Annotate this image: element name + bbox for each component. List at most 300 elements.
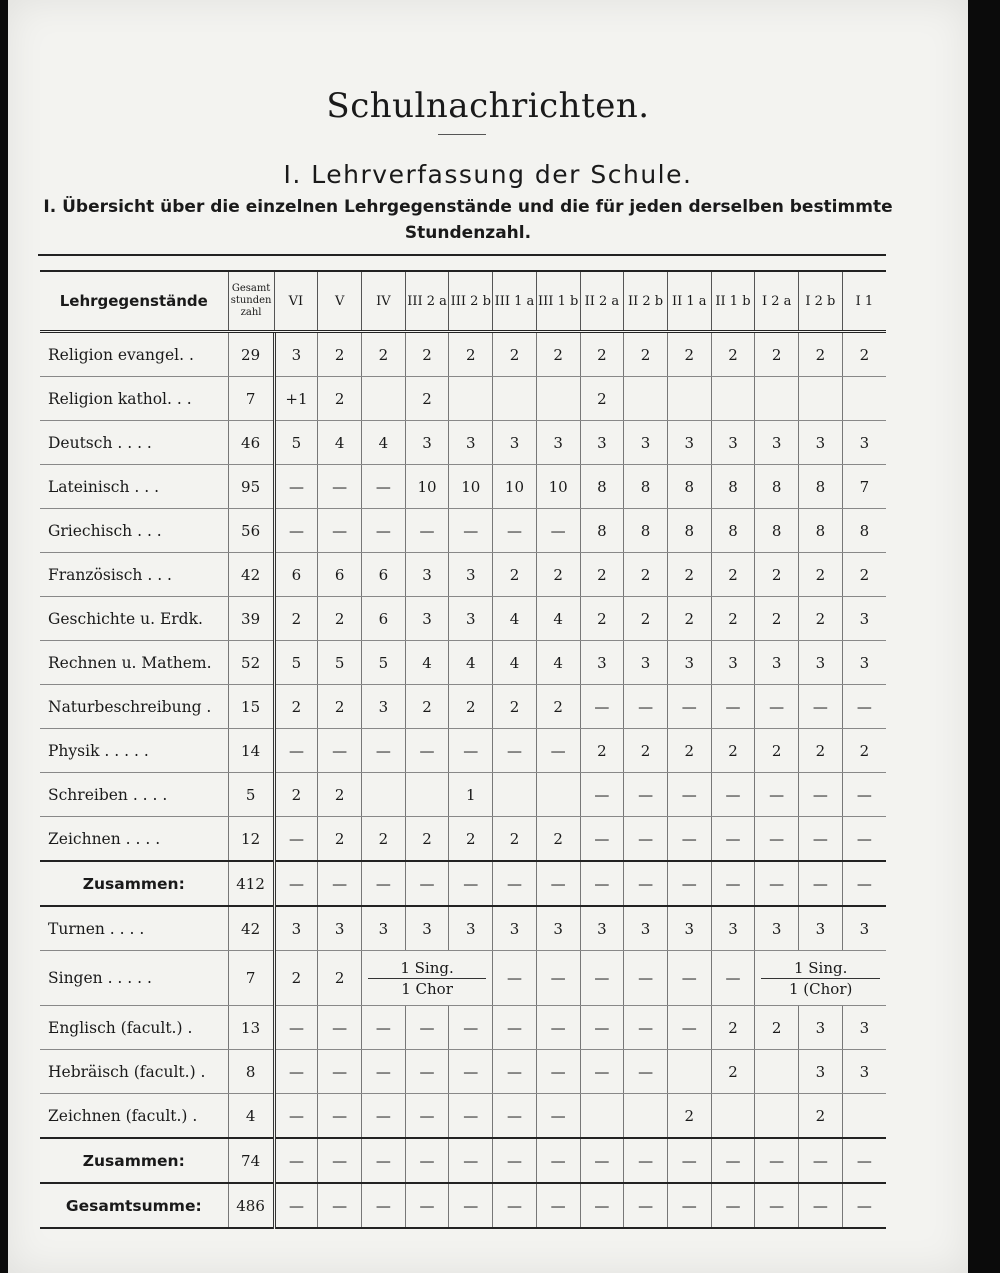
hours-cell: — xyxy=(274,729,318,773)
hours-cell: 4 xyxy=(536,597,580,641)
hours-cell xyxy=(362,951,493,1006)
hours-cell: 2 xyxy=(493,817,537,862)
hours-cell: 3 xyxy=(580,421,624,465)
hours-cell: 8 xyxy=(711,465,755,509)
total-hours-cell: 13 xyxy=(228,1006,274,1050)
hours-cell: 2 xyxy=(799,729,843,773)
table-cell: — xyxy=(799,1183,843,1228)
table-cell: — xyxy=(755,861,799,906)
hours-cell: 2 xyxy=(274,597,318,641)
hours-cell: 3 xyxy=(755,906,799,951)
hours-cell: — xyxy=(624,773,668,817)
hours-cell: 3 xyxy=(274,906,318,951)
class-column-header: III 1 b xyxy=(536,271,580,332)
hours-cell xyxy=(493,377,537,421)
subject-cell: Physik . . . . . xyxy=(40,729,228,773)
hours-cell: — xyxy=(667,773,711,817)
table-cell: — xyxy=(362,861,406,906)
class-column-header: II 2 a xyxy=(580,271,624,332)
hours-cell: 2 xyxy=(755,553,799,597)
subject-cell: Griechisch . . . xyxy=(40,509,228,553)
hours-cell: — xyxy=(362,1050,406,1094)
hours-cell: — xyxy=(318,729,362,773)
table-cell: — xyxy=(318,861,362,906)
table-cell: — xyxy=(274,1183,318,1228)
hours-cell xyxy=(405,773,449,817)
hours-cell: 3 xyxy=(842,1050,886,1094)
title-divider xyxy=(438,134,486,135)
hours-cell: — xyxy=(449,729,493,773)
hours-cell: 2 xyxy=(624,597,668,641)
hours-cell: 2 xyxy=(755,1006,799,1050)
table-cell: — xyxy=(318,1183,362,1228)
total-hours-cell: 52 xyxy=(228,641,274,685)
hours-cell: 3 xyxy=(799,421,843,465)
table-row xyxy=(40,685,886,729)
table-cell: — xyxy=(536,861,580,906)
hours-cell: 2 xyxy=(318,685,362,729)
hours-cell: 10 xyxy=(536,465,580,509)
table-cell: — xyxy=(711,1138,755,1183)
grand-total-value: 486 xyxy=(228,1183,274,1228)
hours-cell: — xyxy=(667,1006,711,1050)
hours-cell: — xyxy=(580,1006,624,1050)
table-cell: — xyxy=(580,1183,624,1228)
subtotal-label: Zusammen: xyxy=(40,861,228,906)
hours-cell: 7 xyxy=(842,465,886,509)
hours-cell: 8 xyxy=(624,465,668,509)
table-cell: — xyxy=(624,1138,668,1183)
subtotal-value: 412 xyxy=(228,861,274,906)
hours-cell: 3 xyxy=(842,597,886,641)
hours-cell: — xyxy=(493,729,537,773)
hours-cell: 2 xyxy=(667,332,711,377)
total-hours-cell: 95 xyxy=(228,465,274,509)
hours-cell xyxy=(667,1050,711,1094)
table-cell: — xyxy=(842,1183,886,1228)
hours-cell: 5 xyxy=(274,641,318,685)
hours-cell: 10 xyxy=(405,465,449,509)
hours-cell: 8 xyxy=(667,509,711,553)
hours-cell: — xyxy=(318,1050,362,1094)
hours-cell: 8 xyxy=(842,509,886,553)
table-cell: — xyxy=(493,1183,537,1228)
table-row xyxy=(40,951,886,1006)
sum-body-1 xyxy=(40,861,886,906)
hours-cell: 8 xyxy=(667,465,711,509)
subtotal-value: 74 xyxy=(228,1138,274,1183)
table-cell: — xyxy=(449,1183,493,1228)
table-cell: — xyxy=(755,1138,799,1183)
hours-cell: 5 xyxy=(318,641,362,685)
hours-cell: — xyxy=(799,685,843,729)
hours-cell: 3 xyxy=(274,332,318,377)
compulsory-subjects-body xyxy=(40,332,886,862)
hours-cell: — xyxy=(493,1050,537,1094)
subtotal-row xyxy=(40,861,886,906)
table-cell: — xyxy=(667,861,711,906)
hours-cell: 2 xyxy=(580,597,624,641)
hours-cell: — xyxy=(449,509,493,553)
class-column-header: III 2 a xyxy=(405,271,449,332)
table-cell: — xyxy=(493,861,537,906)
hours-cell: — xyxy=(624,817,668,862)
hours-cell: 4 xyxy=(362,421,406,465)
hours-cell: 3 xyxy=(536,906,580,951)
hours-cell: — xyxy=(493,1006,537,1050)
hours-cell: 2 xyxy=(755,597,799,641)
hours-cell: 3 xyxy=(493,906,537,951)
hours-cell: — xyxy=(405,1094,449,1139)
table-cell: — xyxy=(580,1138,624,1183)
table-cell: — xyxy=(449,1138,493,1183)
hours-cell: 2 xyxy=(274,951,318,1006)
hours-cell: — xyxy=(493,1094,537,1139)
choir-entry: 1 Chor xyxy=(401,979,453,998)
hours-cell: 3 xyxy=(493,421,537,465)
table-row xyxy=(40,641,886,685)
table-cell: — xyxy=(405,1183,449,1228)
table-cell: — xyxy=(624,861,668,906)
hours-cell: 2 xyxy=(318,377,362,421)
hours-cell xyxy=(362,773,406,817)
hours-cell: 2 xyxy=(711,729,755,773)
singing-entry: 1 Sing. xyxy=(368,958,486,979)
subject-cell: Lateinisch . . . xyxy=(40,465,228,509)
hours-cell: 2 xyxy=(624,332,668,377)
hours-cell: — xyxy=(362,509,406,553)
hours-cell: — xyxy=(624,951,668,1006)
hours-cell xyxy=(536,377,580,421)
choir-entry: 1 (Chor) xyxy=(788,979,853,998)
hours-cell: — xyxy=(493,509,537,553)
page-title: Schulnachrichten. xyxy=(326,86,650,126)
hours-cell: — xyxy=(711,773,755,817)
hours-cell: 2 xyxy=(405,332,449,377)
hours-cell: 3 xyxy=(449,597,493,641)
table-cell: — xyxy=(318,1138,362,1183)
hours-cell: 2 xyxy=(842,553,886,597)
hours-cell: 3 xyxy=(842,421,886,465)
hours-cell xyxy=(624,377,668,421)
hours-cell: 1 xyxy=(449,773,493,817)
hours-cell: 3 xyxy=(755,421,799,465)
subtotal-label: Zusammen: xyxy=(40,1138,228,1183)
hours-cell: 2 xyxy=(536,685,580,729)
table-row xyxy=(40,421,886,465)
table-header-row xyxy=(40,271,886,332)
hours-cell: — xyxy=(799,817,843,862)
hours-cell xyxy=(493,773,537,817)
hours-cell: 3 xyxy=(405,421,449,465)
singing-entry: 1 Sing. xyxy=(761,958,880,979)
hours-cell: — xyxy=(755,817,799,862)
lesson-table-wrapper xyxy=(40,270,900,1229)
hours-cell: — xyxy=(580,1050,624,1094)
class-column-header: V xyxy=(318,271,362,332)
hours-cell: 2 xyxy=(624,729,668,773)
hours-cell: 6 xyxy=(318,553,362,597)
hours-cell: 2 xyxy=(799,332,843,377)
subject-cell: Turnen . . . . xyxy=(40,906,228,951)
table-cell: — xyxy=(580,861,624,906)
hours-cell: 2 xyxy=(842,332,886,377)
total-hours-cell: 29 xyxy=(228,332,274,377)
hours-cell: — xyxy=(274,1006,318,1050)
hours-cell xyxy=(755,377,799,421)
hours-cell: 8 xyxy=(580,465,624,509)
table-row xyxy=(40,773,886,817)
hours-cell: 3 xyxy=(799,906,843,951)
hours-cell xyxy=(449,377,493,421)
hours-cell: — xyxy=(536,509,580,553)
hours-cell: — xyxy=(362,729,406,773)
hours-cell: 2 xyxy=(580,729,624,773)
hours-cell xyxy=(755,1050,799,1094)
hours-cell xyxy=(842,377,886,421)
hours-cell: 2 xyxy=(318,817,362,862)
hours-cell: — xyxy=(624,1006,668,1050)
hours-cell: — xyxy=(755,773,799,817)
hours-cell: — xyxy=(362,465,406,509)
hours-cell: 3 xyxy=(799,1006,843,1050)
hours-cell: — xyxy=(667,685,711,729)
total-hours-cell: 5 xyxy=(228,773,274,817)
hours-cell: 2 xyxy=(493,553,537,597)
class-column-header: III 1 a xyxy=(493,271,537,332)
hours-cell: 3 xyxy=(799,1050,843,1094)
hours-cell: 2 xyxy=(799,553,843,597)
hours-cell: — xyxy=(493,951,537,1006)
subject-cell: Geschichte u. Erdk. xyxy=(40,597,228,641)
hours-cell: — xyxy=(318,509,362,553)
hours-cell: 4 xyxy=(536,641,580,685)
hours-cell: 5 xyxy=(274,421,318,465)
hours-cell: 3 xyxy=(667,906,711,951)
hours-cell xyxy=(580,1094,624,1139)
subject-cell: Hebräisch (facult.) . xyxy=(40,1050,228,1094)
sum-body-2 xyxy=(40,1138,886,1228)
hours-cell: — xyxy=(580,685,624,729)
subject-cell: Religion kathol. . . xyxy=(40,377,228,421)
class-column-header: IV xyxy=(362,271,406,332)
hours-cell: 3 xyxy=(842,641,886,685)
hours-cell: 8 xyxy=(624,509,668,553)
total-hours-cell: 12 xyxy=(228,817,274,862)
hours-cell: 8 xyxy=(799,465,843,509)
hours-cell: 2 xyxy=(362,332,406,377)
hours-cell: 2 xyxy=(274,773,318,817)
hours-cell: 3 xyxy=(842,906,886,951)
total-hours-cell: 8 xyxy=(228,1050,274,1094)
hours-cell: 3 xyxy=(405,553,449,597)
hours-cell: 5 xyxy=(362,641,406,685)
hours-cell: 3 xyxy=(667,421,711,465)
hours-cell: — xyxy=(449,1094,493,1139)
hours-cell xyxy=(624,1094,668,1139)
table-cell: — xyxy=(362,1183,406,1228)
total-hours-cell: 56 xyxy=(228,509,274,553)
hours-cell: 2 xyxy=(493,332,537,377)
hours-cell xyxy=(536,773,580,817)
total-hours-cell: 4 xyxy=(228,1094,274,1139)
table-cell: — xyxy=(624,1183,668,1228)
subject-cell: Zeichnen (facult.) . xyxy=(40,1094,228,1139)
grand-total-row xyxy=(40,1183,886,1228)
total-hours-cell: 14 xyxy=(228,729,274,773)
table-row xyxy=(40,817,886,862)
table-row xyxy=(40,553,886,597)
hours-cell: — xyxy=(274,817,318,862)
hours-cell: 2 xyxy=(711,332,755,377)
hours-cell: 3 xyxy=(449,553,493,597)
subject-cell: Schreiben . . . . xyxy=(40,773,228,817)
class-column-header: II 2 b xyxy=(624,271,668,332)
hours-cell: — xyxy=(536,1094,580,1139)
heading-rule xyxy=(38,254,886,256)
hours-cell: — xyxy=(580,817,624,862)
hours-cell: 3 xyxy=(711,641,755,685)
hours-cell: 3 xyxy=(318,906,362,951)
table-cell: — xyxy=(536,1183,580,1228)
hours-cell: 2 xyxy=(318,773,362,817)
hours-cell: — xyxy=(842,817,886,862)
hours-cell: 2 xyxy=(274,685,318,729)
hours-cell xyxy=(799,377,843,421)
table-cell: — xyxy=(667,1138,711,1183)
hours-cell: — xyxy=(536,951,580,1006)
hours-cell xyxy=(362,377,406,421)
table-cell: — xyxy=(274,861,318,906)
table-row xyxy=(40,465,886,509)
hours-cell: 2 xyxy=(711,1050,755,1094)
hours-cell: 2 xyxy=(755,332,799,377)
hours-cell: 3 xyxy=(799,641,843,685)
hours-cell: 3 xyxy=(580,641,624,685)
hours-cell: 3 xyxy=(405,906,449,951)
table-cell: — xyxy=(799,1138,843,1183)
hours-cell: 2 xyxy=(842,729,886,773)
hours-cell: — xyxy=(536,1050,580,1094)
hours-cell: — xyxy=(580,951,624,1006)
table-cell: — xyxy=(405,861,449,906)
hours-cell: — xyxy=(449,1006,493,1050)
hours-cell: 4 xyxy=(449,641,493,685)
hours-cell: 3 xyxy=(711,421,755,465)
hours-cell: — xyxy=(318,1006,362,1050)
hours-cell: 3 xyxy=(755,641,799,685)
hours-cell: 2 xyxy=(667,1094,711,1139)
class-column-header: II 1 b xyxy=(711,271,755,332)
document-page xyxy=(8,0,968,1273)
hours-cell: 2 xyxy=(667,597,711,641)
table-row xyxy=(40,1050,886,1094)
table-cell: — xyxy=(274,1138,318,1183)
hours-cell: 3 xyxy=(624,421,668,465)
hours-cell: — xyxy=(274,465,318,509)
hours-cell: — xyxy=(405,729,449,773)
table-row xyxy=(40,729,886,773)
hours-cell: — xyxy=(362,1094,406,1139)
hours-cell: 2 xyxy=(449,332,493,377)
hours-cell: 2 xyxy=(580,377,624,421)
hours-cell: 10 xyxy=(449,465,493,509)
hours-cell: 3 xyxy=(362,685,406,729)
subject-cell: Naturbeschreibung . xyxy=(40,685,228,729)
section-title: I. Lehrverfassung der Schule. xyxy=(283,160,693,189)
total-hours-cell: 39 xyxy=(228,597,274,641)
hours-cell: — xyxy=(842,773,886,817)
hours-cell: 2 xyxy=(405,377,449,421)
subtotal-row xyxy=(40,1138,886,1183)
hours-cell: 2 xyxy=(711,1006,755,1050)
hours-cell: 2 xyxy=(536,817,580,862)
table-heading: I. Übersicht über die einzelnen Lehrgegenstände und die für jeden derselben bestimmte Stundenzahl. xyxy=(43,197,893,243)
hours-cell: 2 xyxy=(799,597,843,641)
hours-cell: 8 xyxy=(755,509,799,553)
table-row xyxy=(40,597,886,641)
hours-cell: — xyxy=(274,1050,318,1094)
subject-cell: Deutsch . . . . xyxy=(40,421,228,465)
hours-cell: 3 xyxy=(536,421,580,465)
table-cell: — xyxy=(667,1183,711,1228)
hours-cell: — xyxy=(624,685,668,729)
table-row xyxy=(40,1094,886,1139)
total-hours-cell: 7 xyxy=(228,377,274,421)
hours-cell: — xyxy=(362,1006,406,1050)
subject-column-header: Lehrgegenstände xyxy=(40,271,228,332)
hours-cell: 4 xyxy=(318,421,362,465)
hours-cell: 2 xyxy=(318,332,362,377)
hours-cell: 2 xyxy=(362,817,406,862)
hours-cell: 2 xyxy=(405,817,449,862)
hours-cell: 6 xyxy=(362,597,406,641)
table-cell: — xyxy=(842,861,886,906)
hours-cell: 2 xyxy=(536,332,580,377)
hours-cell xyxy=(755,1094,799,1139)
hours-cell: 3 xyxy=(405,597,449,641)
hours-cell: 2 xyxy=(711,597,755,641)
table-cell: — xyxy=(755,1183,799,1228)
hours-cell: — xyxy=(842,685,886,729)
table-cell: — xyxy=(362,1138,406,1183)
hours-cell: 6 xyxy=(362,553,406,597)
hours-cell: 8 xyxy=(580,509,624,553)
hours-cell: 10 xyxy=(493,465,537,509)
hours-cell: 4 xyxy=(493,641,537,685)
hours-cell: 2 xyxy=(667,553,711,597)
hours-cell: 2 xyxy=(755,729,799,773)
optional-subjects-body xyxy=(40,906,886,1138)
hours-cell: 3 xyxy=(624,906,668,951)
hours-cell: 2 xyxy=(449,685,493,729)
hours-cell: 3 xyxy=(362,906,406,951)
hours-cell: 2 xyxy=(580,332,624,377)
hours-cell: — xyxy=(449,1050,493,1094)
hours-cell: 3 xyxy=(449,421,493,465)
table-row xyxy=(40,509,886,553)
hours-cell: 3 xyxy=(711,906,755,951)
hours-cell: 8 xyxy=(711,509,755,553)
hours-cell: — xyxy=(274,509,318,553)
hours-cell: — xyxy=(318,1094,362,1139)
class-column-header: III 2 b xyxy=(449,271,493,332)
class-column-header: I 2 a xyxy=(755,271,799,332)
table-row xyxy=(40,332,886,377)
hours-cell: — xyxy=(536,1006,580,1050)
hours-cell: — xyxy=(667,817,711,862)
hours-cell: 2 xyxy=(667,729,711,773)
